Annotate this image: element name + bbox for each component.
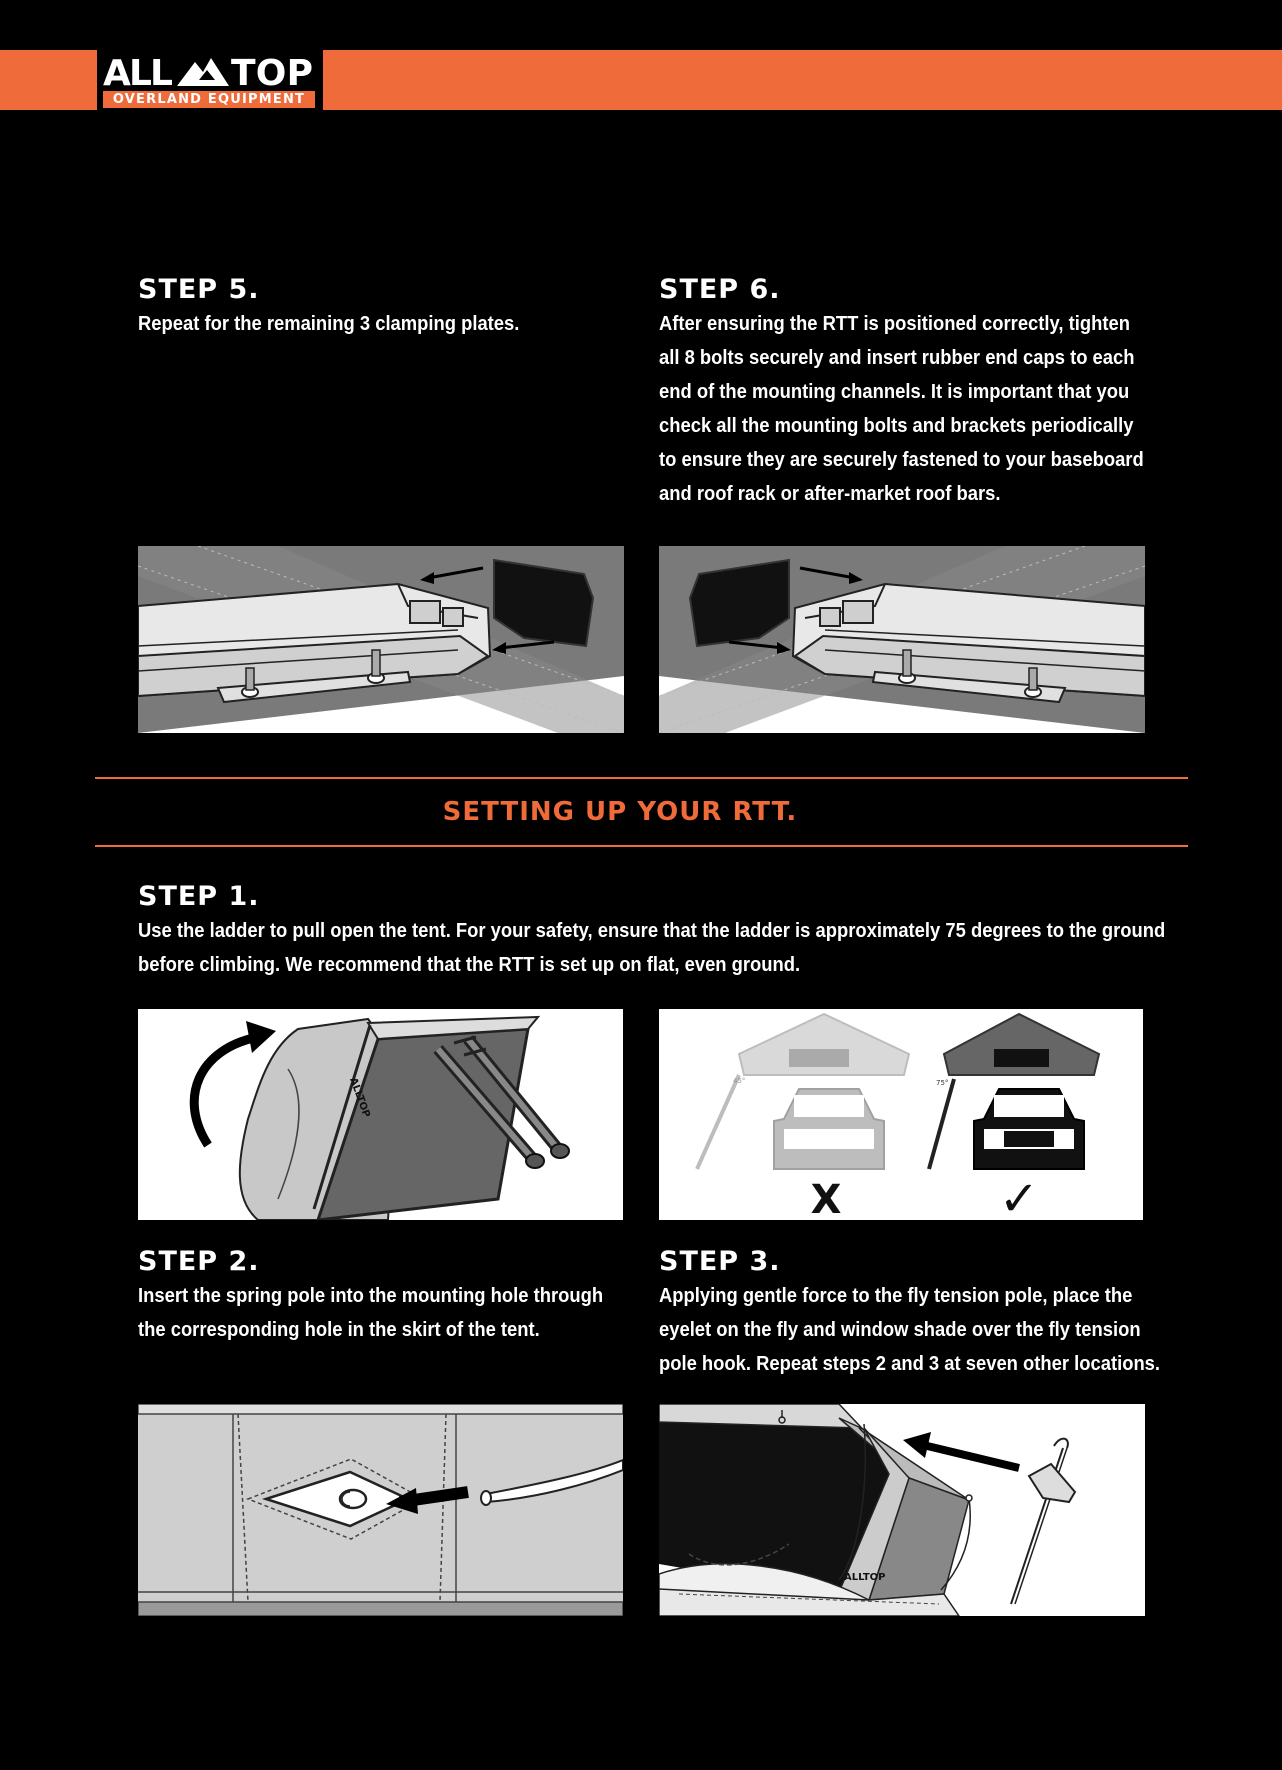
step2-line: the corresponding hole in the skirt of the tent. [138, 1319, 540, 1341]
section-title: SETTING UP YOUR RTT. [442, 797, 798, 827]
skirt-hole-illustration [138, 1404, 623, 1616]
section-rule-bottom [95, 845, 1188, 847]
logo-tagline: OVERLAND EQUIPMENT [103, 91, 315, 108]
setup-step3-title: STEP 3. [659, 1246, 781, 1277]
step5-text: Repeat for the remaining 3 clamping plates. [138, 313, 520, 335]
step6-text [659, 307, 1144, 511]
step5-illustration [138, 546, 624, 733]
step6-line: and roof rack or after-market roof bars. [659, 483, 1001, 505]
step6-illustration [659, 546, 1145, 733]
angle-right-label: 75° [936, 1079, 949, 1087]
setup-step3-text [659, 1279, 1160, 1381]
setup-step2-text [138, 1279, 603, 1347]
setup-step2-title: STEP 2. [138, 1246, 260, 1277]
step2-line: Insert the spring pole into the mounting hole through [138, 1285, 604, 1307]
mountain-icon [103, 50, 317, 90]
setup-step1-text [138, 914, 1165, 982]
ladder-open-illustration [138, 1009, 623, 1220]
svg-text:ALLTOP: ALLTOP [347, 1076, 372, 1120]
step6-line: end of the mounting channels. It is important that you [659, 381, 1130, 403]
brand-logo [97, 48, 323, 112]
step6-line: check all the mounting bolts and brackets periodically [659, 415, 1134, 437]
step6-title: STEP 6. [659, 274, 781, 305]
step3-line: eyelet on the fly and window shade over the fly tension [659, 1319, 1141, 1341]
ladder-angle-illustration [659, 1009, 1143, 1220]
setup-step1-title: STEP 1. [138, 881, 260, 912]
step6-line: all 8 bolts securely and insert rubber end caps to each [659, 347, 1135, 369]
svg-text:TOP: TOP [231, 53, 313, 90]
wrong-mark: X [810, 1177, 842, 1220]
step3-line: Applying gentle force to the fly tension pole, place the [659, 1285, 1133, 1307]
fly-tension-illustration [659, 1404, 1145, 1616]
step1-line: Use the ladder to pull open the tent. For your safety, ensure that the ladder is approximately 75 degrees to the ground [138, 920, 1166, 942]
step3-line: pole hook. Repeat steps 2 and 3 at seven other locations. [659, 1353, 1161, 1375]
step6-line: After ensuring the RTT is positioned correctly, tighten [659, 313, 1130, 335]
step5-title: STEP 5. [138, 274, 260, 305]
step6-line: to ensure they are securely fastened to your baseboard [659, 449, 1144, 471]
section-rule-top [95, 777, 1188, 779]
angle-wrong-label: 45° [733, 1077, 746, 1085]
check-mark: ✓ [998, 1171, 1040, 1220]
svg-text:ALLTOP: ALLTOP [844, 1572, 886, 1583]
svg-text:ALL: ALL [103, 53, 173, 90]
step1-line: before climbing. We recommend that the RTT is set up on flat, even ground. [138, 954, 801, 976]
